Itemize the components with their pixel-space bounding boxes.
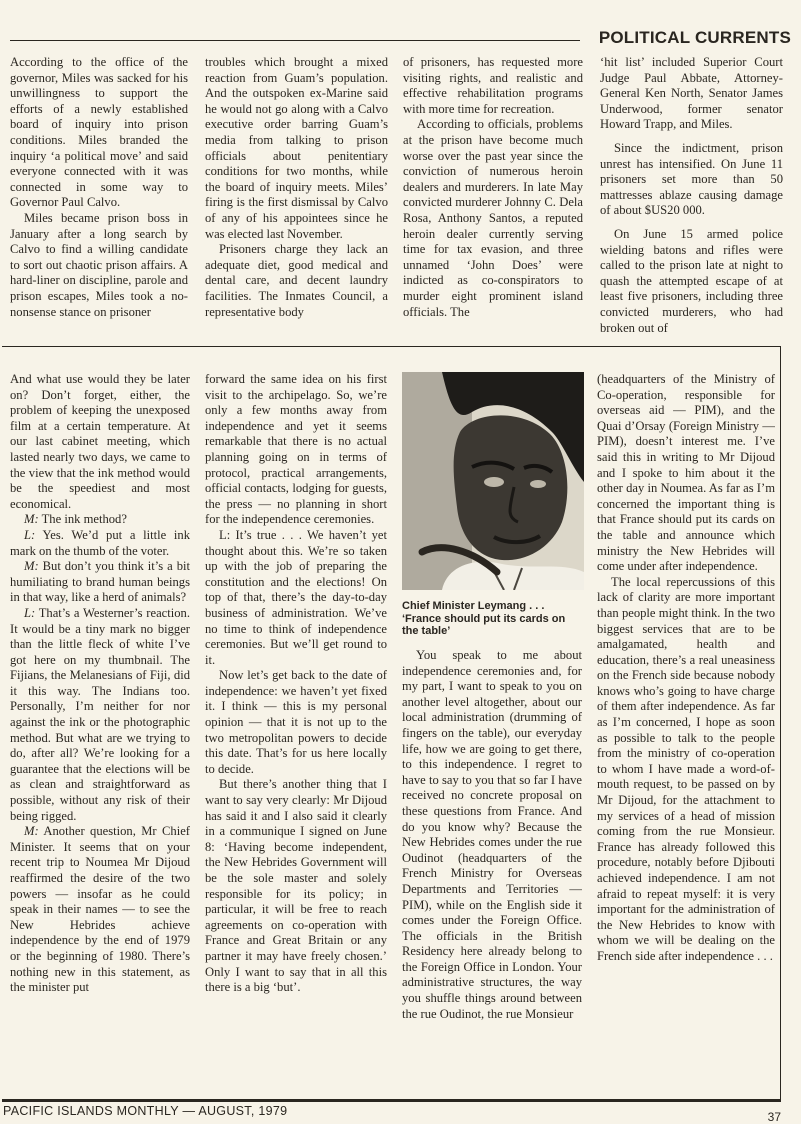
photo-caption: Chief Minister Leymang . . . ‘France should put its cards on the table’	[402, 600, 566, 637]
paragraph: ‘hit list’ included Superior Court Judge Paul Abbate, Attorney-General Ken North, Senator James Underwood, former senator Howard Trapp, and Miles.	[600, 55, 783, 132]
article-column-1	[10, 55, 188, 340]
paragraph: You speak to me about independence ceremonies and, for my part, I want to speak to you on another level altogether, about our local administration (drumming of fingers on the table), our everyday life, how we are going to get there, to this independence. I regret to have to say to you that so far I have received no concrete proposal on these questions from France. And do you know why? Because the New Hebrides comes under the rue Oudinot (headquarters of the French Ministry for Overseas Departments and Territories — PIM), while on the English side it comes under the Foreign Office. The officials in the British Residency here already belong to the Foreign Office in London. Your administrative structures, the way you shuffle things around between the rue Oudinot, the rue Monsieur	[402, 648, 582, 1021]
paragraph: And what use would they be later on? Don’t forget, either, the problem of keeping the unexposed film at a certain temperature. At our last cabinet meeting, which lasted nearly two days, we came to the view that the ink method would be the speediest and most economical.	[10, 372, 190, 511]
interview-column-2	[205, 372, 387, 1094]
paragraph: (headquarters of the Ministry of Co-operation, responsible for overseas aid — PIM), and the Quai d’Orsay (Foreign Ministry — PIM), doesn’t interest me. I’ve said this in writing to Mr Dijoud and I spoke to him about it the other day in Noumea. As far as I’m concerned the important thing is that France should put its cards on the table and announce which ministry the New Hebrides will come under after independence.	[597, 372, 775, 574]
paragraph: L: It’s true . . . We haven’t yet thought about this. We’re so taken up with the job of preparing the constitution and the elections! On top of that, there’s the day-to-day business of administration. We’ve no time to think of independence ceremonies. But we’ll get round to it.	[205, 527, 387, 667]
paragraph: Miles became prison boss in January after a long search by Calvo to find a willing candidate to sort out chaotic prison affairs. A hard-liner on discipline, parole and prison escapes, Miles took a no-nonsense stance on prisoner	[10, 210, 188, 319]
dialogue-turn	[10, 512, 190, 528]
paragraph: According to officials, problems at the prison have become much worse over the past year since the conviction of numerous heroin dealers and murderers. In late May convicted murderer Johnny C. Dela Rosa, Anthony Santos, a reputed heroin dealer currently serving time for tax evasion, and three unnamed ‘John Does’ were indicted as co-conspirators to murder eight prominent island officials. The	[403, 117, 583, 319]
portrait-illustration	[402, 372, 584, 590]
paragraph: According to the office of the governor, Miles was sacked for his unwillingness to support the efforts of a newly established board of inquiry into prison conditions. Miles branded the inquiry ‘a political move’ and said everyone connected with it was connected in some way to Governor Paul Calvo.	[10, 55, 188, 210]
article-column-2	[205, 55, 388, 340]
dialogue-text: That’s a Westerner’s reaction. It would be a tiny mark no bigger than the little fleck of white I’ve got here on my thumbnail. The Fijians, the Melanesians of Fiji, did it this way. The Indians too. Personally, I’m neither for nor against the ink or the photographic method. But what are we trying to do, after all? We’re looking for a guarantee that the elections will be as clean and straightforward as possible, without any risk of their being rigged.	[10, 605, 190, 823]
dialogue-turn	[10, 559, 190, 606]
page-number: 37	[767, 1110, 781, 1124]
interview-column-4	[597, 372, 775, 1094]
interview-column-3	[402, 648, 582, 1094]
paragraph: Now let’s get back to the date of independence: we haven’t yet fixed it. I think — this is my personal opinion — that it is not up to the two metropolitan powers to decide this date. That’s for us here locally to decide.	[205, 668, 387, 776]
article-column-3	[403, 55, 583, 340]
dialogue-text: But don’t you think it’s a bit humiliating to brand human beings in that way, like a herd of animals?	[10, 559, 190, 605]
dialogue-turn	[10, 606, 190, 824]
dialogue-text: Yes. We’d put a little ink mark on the thumb of the voter.	[10, 527, 190, 558]
interview-column-1	[10, 372, 190, 1094]
speaker-label: L:	[24, 605, 36, 620]
speaker-label: M:	[24, 512, 39, 527]
dialogue-turn	[10, 824, 190, 996]
dialogue-text: The ink method?	[41, 512, 127, 527]
magazine-footer: PACIFIC ISLANDS MONTHLY — AUGUST, 1979	[3, 1104, 288, 1118]
header-rule	[10, 40, 580, 41]
paragraph: troubles which brought a mixed reaction from Guam’s population. And the outspoken ex-Marine said he would not go along with a Calvo executive order barring Guam’s media from talking to prison officials about penitentiary conditions for two months, while the board of inquiry meets. Miles’ firing is the first dismissal by Calvo of any of his appointees since he was elected last November.	[205, 55, 388, 241]
speaker-label: L:	[24, 527, 36, 542]
section-title: POLITICAL CURRENTS	[598, 28, 791, 47]
article-column-4	[600, 55, 783, 340]
paragraph: forward the same idea on his first visit to the archipelago. So, we’re only a few months away from independence and yet it seems remarkable that there is no actual planning going on in terms of protocol, practical arrangements, official contacts, lodging for guests, the press — no planning in short for the independence ceremonies.	[205, 372, 387, 527]
paragraph: The local repercussions of this lack of clarity are more important than people might think. In the two biggest services that are to be amalgamated, health and education, there’s a real uneasiness on the French side because nobody knows who’s going to have charge of them after independence. As far as I’m concerned, I hope as soon as possible to talk to the people from the ministry of co-operation to whom I have made a word-of-mouth request, to be passed on by Mr Dijoud, for the attachment to my services of a head of mission coming from the rue Monsieur. France has already followed this procedure, notably before Djibouti achieved independence. I am not afraid to repeat myself: it is very important for the administration of the New Hebrides to know with whom we will be dealing on the French side after independence . . .	[597, 574, 775, 963]
paragraph: Prisoners charge they lack an adequate diet, good medical and dental care, and decent laundry facilities. The Inmates Council, a representative body	[205, 242, 388, 319]
speaker-label: M:	[24, 824, 39, 839]
paragraph: On June 15 armed police wielding batons and rifles were called to the prison late at night to quash the attempted escape of at least five prisoners, including three convicted murderers, who had broken out of	[600, 226, 783, 335]
speaker-label: M:	[24, 559, 39, 574]
paragraph: of prisoners, has requested more visiting rights, and realistic and effective rehabilitation programs with more time for recreation.	[403, 55, 583, 116]
paragraph: Since the indictment, prison unrest has intensified. On June 11 prisoners set more than 50 mattresses ablaze causing damage of about $US20 000.	[600, 140, 783, 218]
dialogue-text: Another question, Mr Chief Minister. It seems that on your recent trip to Noumea Mr Dijoud reaffirmed the desire of the two powers — insofar as he could speak in their names — to see the New Hebrides achieve independence by the end of 1979 or the beginning of 1980. There’s nothing new in this statement, as the minister put	[10, 824, 190, 995]
paragraph: But there’s another thing that I want to say very clearly: Mr Dijoud has said it and I also said it clearly in a communique I signed on June 8: ‘Having become independent, the New Hebrides Government will be the sole master and solely responsible for its policy; in particular, it will be free to reach agreements on co-operation with France and Great Britain or any partner it may have freely chosen.’ Only I want to say that in all this there is a big ‘but’.	[205, 777, 387, 995]
dialogue-turn	[10, 528, 190, 559]
portrait-photo	[402, 372, 584, 590]
